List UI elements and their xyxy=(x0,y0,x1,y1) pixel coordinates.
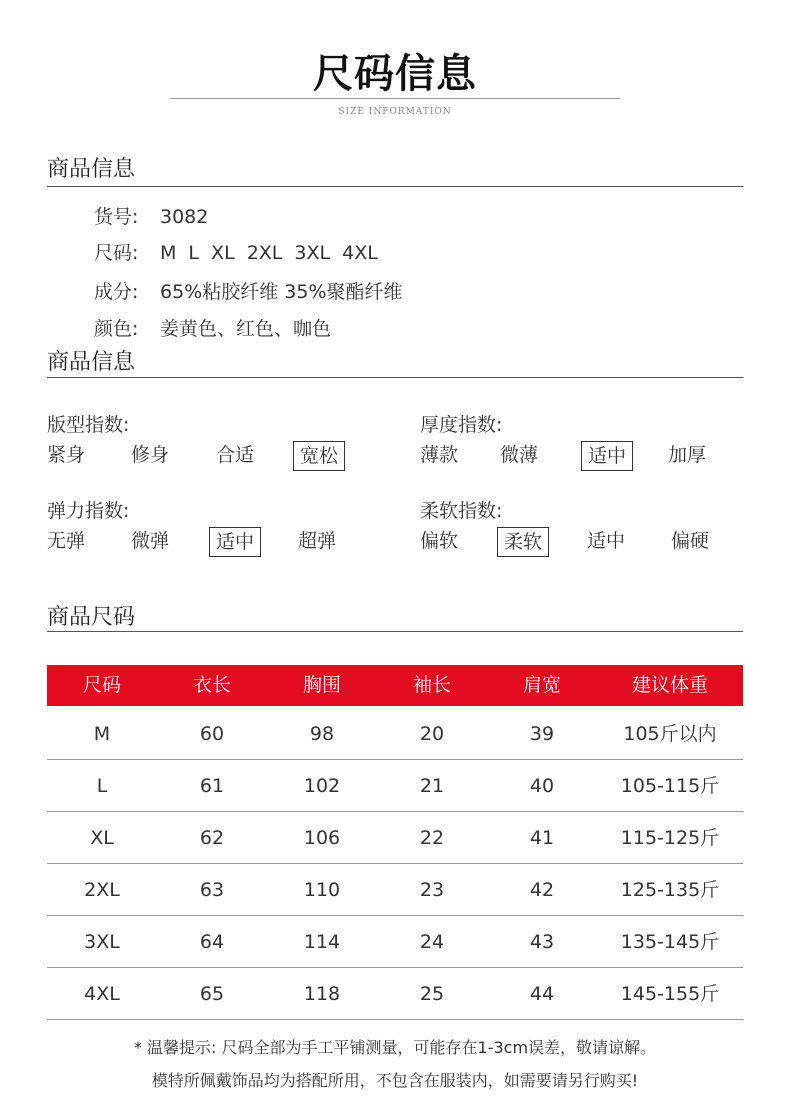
column-header-sleeve: 袖长 xyxy=(412,674,451,696)
column-header-chest: 胸围 xyxy=(302,674,341,696)
cell-weight: 105斤以内 xyxy=(623,723,717,745)
cell-size: M xyxy=(93,723,111,745)
indices-divider xyxy=(47,377,743,378)
cell-weight: 135-145斤 xyxy=(620,931,720,953)
cell-sleeve: 25 xyxy=(419,983,445,1005)
product-info-heading: 商品信息 xyxy=(47,157,136,182)
cell-shoulder: 42 xyxy=(529,879,555,901)
info-label: 尺码: xyxy=(94,242,139,264)
table-row xyxy=(47,916,743,968)
cell-shoulder: 44 xyxy=(529,983,555,1005)
cell-sleeve: 24 xyxy=(419,931,445,953)
info-row-item-number xyxy=(94,202,208,229)
info-value: 3082 xyxy=(160,206,209,228)
column-header-size: 尺码 xyxy=(82,674,121,696)
cell-length: 61 xyxy=(199,775,225,797)
softness-option: 偏软 xyxy=(420,530,459,552)
indices-heading: 商品信息 xyxy=(47,350,136,375)
cell-size: 4XL xyxy=(84,983,120,1005)
table-row xyxy=(47,864,743,916)
info-row-sizes xyxy=(94,238,378,265)
elasticity-option-selected: 适中 xyxy=(209,527,261,557)
thickness-index-title: 厚度指数: xyxy=(420,414,503,436)
cell-length: 62 xyxy=(199,827,225,849)
info-value: 65%粘胶纤维 35%聚酯纤维 xyxy=(160,281,403,303)
cell-chest: 106 xyxy=(303,827,341,849)
cell-shoulder: 41 xyxy=(529,827,555,849)
cell-chest: 118 xyxy=(303,983,341,1005)
cell-size: 3XL xyxy=(84,931,120,953)
info-row-colors xyxy=(94,314,331,341)
softness-option-selected: 柔软 xyxy=(497,527,549,557)
cell-chest: 114 xyxy=(303,931,341,953)
info-value: M L XL 2XL 3XL 4XL xyxy=(160,242,378,264)
cell-chest: 110 xyxy=(303,879,341,901)
cell-shoulder: 43 xyxy=(529,931,555,953)
fit-index-title: 版型指数: xyxy=(47,414,130,436)
cell-size: XL xyxy=(90,827,114,849)
thickness-option-selected: 适中 xyxy=(581,441,633,471)
cell-sleeve: 21 xyxy=(419,775,445,797)
cell-sleeve: 20 xyxy=(419,723,445,745)
elasticity-option: 超弹 xyxy=(298,530,337,552)
fit-option: 合适 xyxy=(216,444,255,466)
title-divider xyxy=(170,98,620,99)
page-title: 尺码信息 xyxy=(313,51,477,97)
cell-shoulder: 40 xyxy=(529,775,555,797)
info-label: 货号: xyxy=(94,206,139,228)
elasticity-index-title: 弹力指数: xyxy=(47,500,130,522)
fit-option: 修身 xyxy=(131,444,170,466)
cell-weight: 125-135斤 xyxy=(620,879,720,901)
cell-sleeve: 22 xyxy=(419,827,445,849)
info-label: 成分: xyxy=(94,281,139,303)
elasticity-option: 无弹 xyxy=(47,530,86,552)
cell-sleeve: 23 xyxy=(419,879,445,901)
measurement-note: * 温馨提示: 尺码全部为手工平铺测量，可能存在1-3cm误差，敬请谅解。 xyxy=(133,1038,657,1057)
cell-weight: 115-125斤 xyxy=(620,827,720,849)
softness-option: 偏硬 xyxy=(671,530,710,552)
row-divider xyxy=(47,1019,743,1020)
thickness-option: 加厚 xyxy=(668,444,707,466)
cell-shoulder: 39 xyxy=(529,723,555,745)
softness-index-title: 柔软指数: xyxy=(420,500,503,522)
cell-chest: 102 xyxy=(303,775,341,797)
cell-length: 64 xyxy=(199,931,225,953)
info-row-composition xyxy=(94,277,403,304)
size-table-heading: 商品尺码 xyxy=(47,605,136,630)
cell-size: L xyxy=(96,775,108,797)
elasticity-option: 微弹 xyxy=(131,530,170,552)
accessories-note: 模特所佩戴饰品均为搭配所用，不包含在服装内，如需要请另行购买! xyxy=(151,1071,639,1090)
table-row xyxy=(47,760,743,812)
info-label: 颜色: xyxy=(94,318,139,340)
table-row xyxy=(47,708,743,760)
column-header-length: 衣长 xyxy=(192,674,231,696)
softness-option: 适中 xyxy=(587,530,626,552)
size-table-divider xyxy=(47,631,743,632)
info-value: 姜黄色、红色、咖色 xyxy=(160,318,332,340)
fit-option-selected: 宽松 xyxy=(293,441,345,471)
thickness-option: 微薄 xyxy=(500,444,539,466)
cell-length: 60 xyxy=(199,723,225,745)
thickness-option: 薄款 xyxy=(420,444,459,466)
page-subtitle: SIZE INFORMATION xyxy=(338,107,452,117)
cell-size: 2XL xyxy=(84,879,120,901)
table-row xyxy=(47,968,743,1020)
fit-option: 紧身 xyxy=(47,444,86,466)
cell-chest: 98 xyxy=(309,723,335,745)
cell-length: 65 xyxy=(199,983,225,1005)
product-info-divider xyxy=(47,186,743,187)
size-table-header xyxy=(47,665,743,706)
cell-weight: 105-115斤 xyxy=(620,775,720,797)
table-row xyxy=(47,812,743,864)
cell-length: 63 xyxy=(199,879,225,901)
cell-weight: 145-155斤 xyxy=(620,983,720,1005)
column-header-weight: 建议体重 xyxy=(631,674,708,696)
column-header-shoulder: 肩宽 xyxy=(522,674,561,696)
